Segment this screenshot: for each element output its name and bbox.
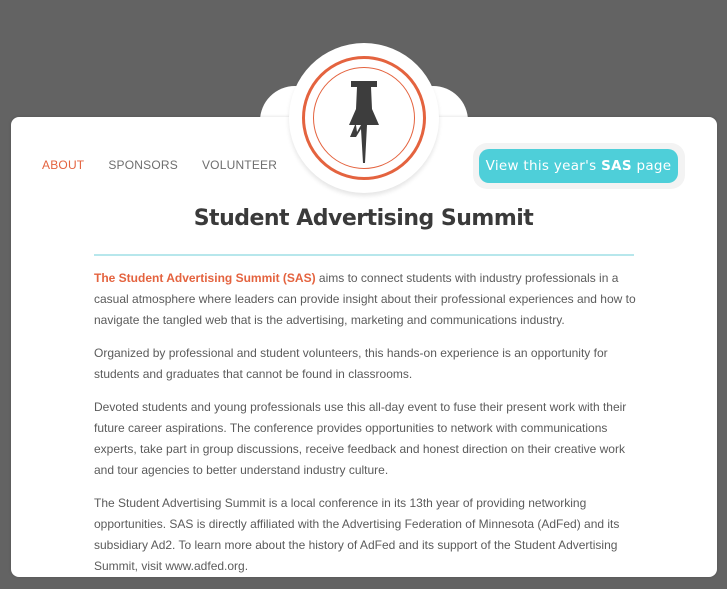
cta-button-frame bbox=[473, 143, 685, 189]
article-body bbox=[94, 268, 639, 589]
nav-volunteer[interactable]: VOLUNTEER bbox=[201, 158, 278, 172]
pushpin-icon bbox=[334, 77, 394, 167]
paragraph-organized: Organized by professional and student volunteers, this hands-on experience is an opportunity for students and graduates that cannot be found in classrooms. bbox=[94, 346, 608, 381]
cta-suffix: page bbox=[631, 158, 672, 174]
main-nav bbox=[42, 158, 301, 172]
logo-badge[interactable] bbox=[289, 43, 439, 193]
page-title: Student Advertising Summit bbox=[193, 206, 534, 231]
paragraph-intro bbox=[94, 268, 639, 331]
paragraph-devoted: Devoted students and young professionals use this all-day event to fuse their present work with their future career aspirations. The conference provides opportunities to network with communications experts, take part in group discussions, receive feedback and honest direction on their creative work and tour agencies to better understand industry culture. bbox=[94, 400, 627, 477]
nav-sponsors[interactable]: SPONSORS bbox=[108, 158, 178, 172]
intro-text: aims to connect students with industry professionals in a casual atmosphere where leaders can provide insight about their professional experiences and how to navigate the tangled web that is the advertising, marketing and communications industry. bbox=[94, 271, 636, 327]
paragraph-history: The Student Advertising Summit is a local conference in its 13th year of providing networking opportunities. SAS is directly affiliated with the Advertising Federation of Minnesota (AdFed) and its subsidiary Ad2. To learn more about the history of AdFed and its support of the Student Advertising Summit, visit www.adfed.org. bbox=[94, 496, 620, 573]
cta-prefix: View this year's bbox=[485, 158, 602, 174]
cta-bold: SAS bbox=[601, 158, 632, 174]
title-divider bbox=[94, 254, 634, 256]
view-sas-page-button[interactable] bbox=[479, 149, 678, 183]
intro-lead: The Student Advertising Summit (SAS) bbox=[94, 271, 316, 285]
nav-about[interactable]: ABOUT bbox=[42, 158, 85, 172]
